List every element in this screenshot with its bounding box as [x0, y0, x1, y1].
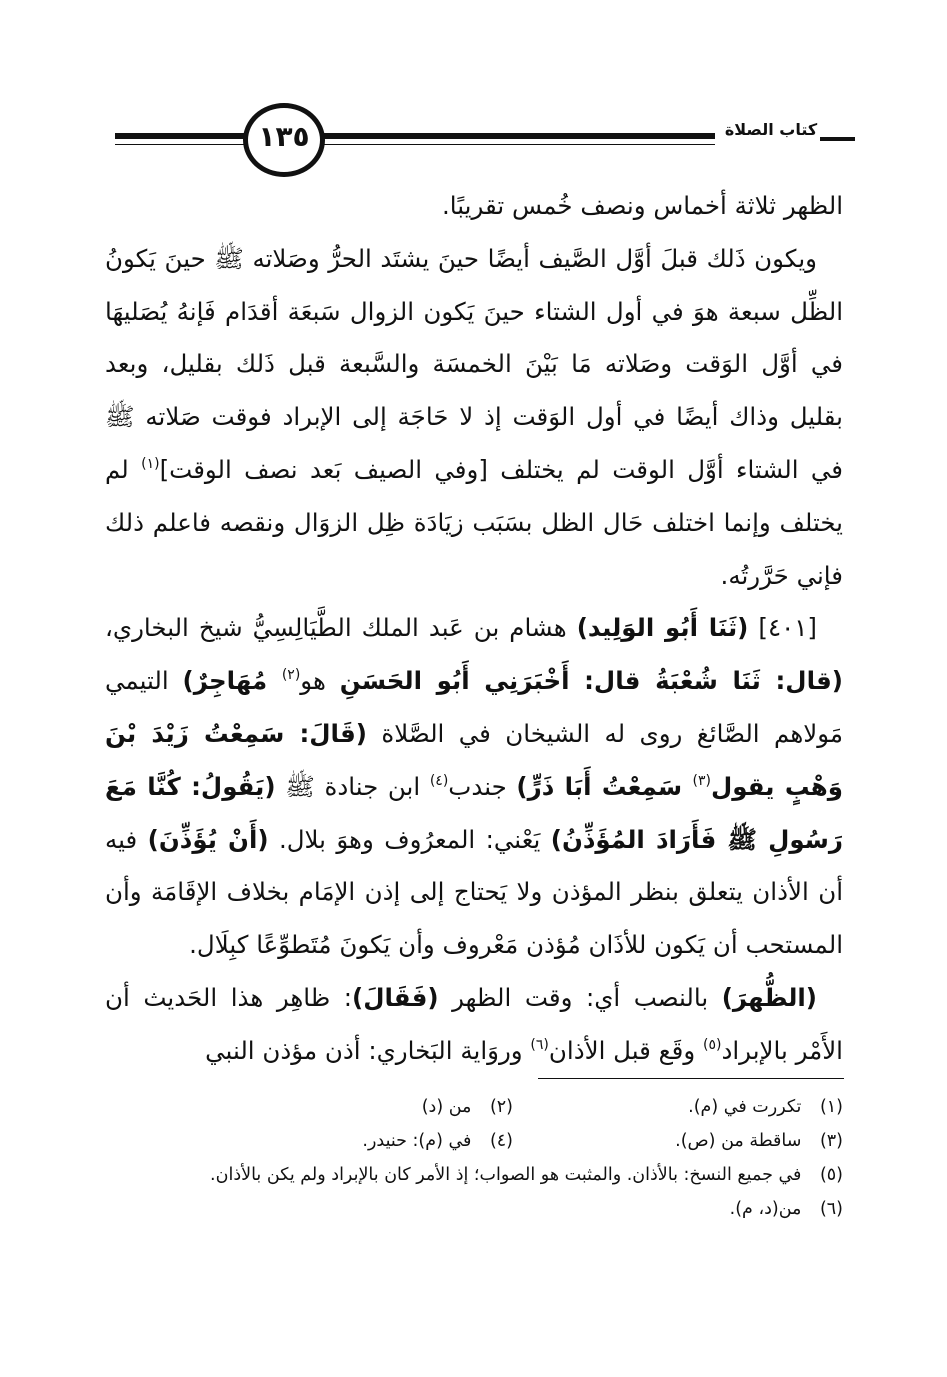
footnote-text: ساقطة من (ص). — [675, 1131, 802, 1151]
header-rule-left-thin — [115, 144, 245, 145]
quote-2: (قال: ثَنَا شُعْبَةُ قال: أَخْبَرَنِي أَبُو الحَسَنِ — [339, 666, 844, 696]
commentary-3: التيمي مَولاهم الصَّائغ روى له الشيخان في الصَّلاة — [105, 666, 843, 748]
footnote-ref-5: (٥) — [703, 1036, 722, 1053]
footnote-1 — [513, 1090, 843, 1124]
footnote-row — [105, 1124, 843, 1158]
quote-9: (الظُّهرَ) — [721, 982, 817, 1012]
footnote-row — [105, 1090, 843, 1124]
header-rule-left — [115, 133, 245, 139]
quote-5: يقول — [711, 771, 785, 801]
commentary-2: هو — [300, 666, 340, 696]
quote-8: (أَنْ يُؤَذِّنَ) — [147, 824, 269, 854]
header-rule-right — [320, 133, 715, 139]
footnote-number: (١) — [819, 1097, 843, 1117]
header-rule-right-thin — [320, 144, 715, 145]
footnote-number: (٢) — [489, 1097, 513, 1117]
running-title: كتاب الصلاة — [724, 120, 818, 139]
hadith-number: [٤٠١] — [748, 613, 817, 643]
quote-10: (فَقَالَ) — [352, 982, 439, 1012]
footnote-ref-4: (٤) — [429, 772, 449, 789]
footnotes — [105, 1090, 843, 1226]
quote-7: (يَقُولُ: كُنَّا مَعَ رَسُولِ ﷺ فَأَرَادَ المُؤَذِّنُ) — [105, 771, 843, 854]
paragraph-2-tail: لم يختلف وإنما اختلف حَال الظل بسَبَب زيَادَة ظِل الزوَال ونقصه فاعلم ذلك فإني حَرَّرتُه. — [105, 454, 843, 590]
footnote-text: في (م): حنيدر. — [362, 1131, 472, 1151]
paragraph-4 — [105, 972, 843, 1078]
footnote-ref-6: (٦) — [530, 1036, 549, 1053]
footnote-ref-3: (٣) — [692, 772, 712, 789]
footnote-text: من (د) — [421, 1097, 472, 1117]
footnote-number: (٦) — [819, 1199, 843, 1219]
footnote-number: (٤) — [489, 1131, 513, 1151]
header-rule-end — [820, 137, 855, 141]
commentary-11: وروَاية البَخاري: أذن مؤذن النبي — [205, 1035, 531, 1065]
commentary-6: يَعْني: المعرُوف وهوَ بلال. — [268, 824, 551, 854]
main-text — [105, 180, 843, 1078]
commentary-7: فيه أن الأذان يتعلق بنظر المؤذن ولا يَحتاج إلى إذن الإمَام بخلاف الإقَامَة وأن المستحب أن يَكون للأذَان مُؤذن مَعْروف وأن يَكونَ مُتَطوِّعًا كبِلَال. — [105, 824, 843, 960]
paragraph-2 — [105, 233, 843, 603]
paragraph-2-text: ويكون ذَلك قبلَ أوَّل الصَّيف أيضًا حينَ يشتَد الحرُّ وصَلاته ﷺ حينَ يَكونُ الظِّل سبعة هوَ في أول الشتاء حينَ يَكون الزوال سَبعَة أقدَام فَإنهُ يُصَليهَا في أوَّل الوَقت وصَلاته مَا بَيْنَ الخمسَة والسَّبعة قبل ذَلك بقليل، وبعد بقليل وذاك أيضًا في أول الوَقت إذ لا حَاجَة إلى الإبراد فوقت صَلاته ﷺ في الشتاء أوَّل الوقت لم يختلف [وفي الصيف بَعد نصف الوقت] — [105, 243, 843, 484]
footnote-5 — [105, 1158, 843, 1192]
footnote-3 — [513, 1124, 843, 1158]
page-number-circle — [243, 103, 325, 177]
footnote-2 — [183, 1090, 513, 1124]
page-number: ١٣٥ — [258, 120, 310, 153]
footnote-4 — [183, 1124, 513, 1158]
commentary-10: وقَع قبل الأذان — [548, 1035, 703, 1065]
paragraph-1: الظهر ثلاثة أخماس ونصف خُمس تقريبًا. — [442, 191, 843, 220]
commentary-9: : ظاهِر هذا الحَديث أن الأَمْر بالإبراد — [105, 982, 843, 1065]
quote-1: (ثَنَا أَبُو الوَلِيد) — [576, 613, 749, 643]
quote-3: مُهَاجِرٌ) — [182, 666, 282, 696]
commentary-4: جندب — [448, 771, 517, 801]
footnote-text: من(د، م). — [729, 1199, 802, 1219]
quote-6: سَمِعْتُ أَبَا ذَرٍّ) — [516, 771, 693, 801]
commentary-5: ابن جنادة ﷺ — [275, 771, 430, 801]
commentary-8: بالنصب أي: وقت الظهر — [438, 982, 722, 1012]
paragraph-3 — [105, 602, 843, 972]
footnote-separator — [538, 1078, 844, 1079]
footnote-text: في جميع النسخ: بالأذان. والمثبت هو الصواب؛ إذ الأمر كان بالإبراد ولم يكن بالأذان. — [210, 1165, 802, 1185]
footnote-ref-1: (١) — [141, 455, 160, 472]
commentary-1: هشام بن عَبد الملك الطَّيَالِسِيُّ شيخ البخاري، — [105, 613, 577, 643]
page-header — [95, 100, 855, 180]
footnote-text: تكررت في (م). — [688, 1097, 802, 1117]
quote-4: (قَالَ: سَمِعْتُ زَيْدَ بْنَ وَهْبٍ — [105, 718, 844, 801]
footnote-number: (٥) — [819, 1165, 843, 1185]
footnote-ref-2: (٢) — [281, 667, 301, 684]
footnote-6 — [105, 1192, 843, 1226]
footnote-number: (٣) — [819, 1131, 843, 1151]
